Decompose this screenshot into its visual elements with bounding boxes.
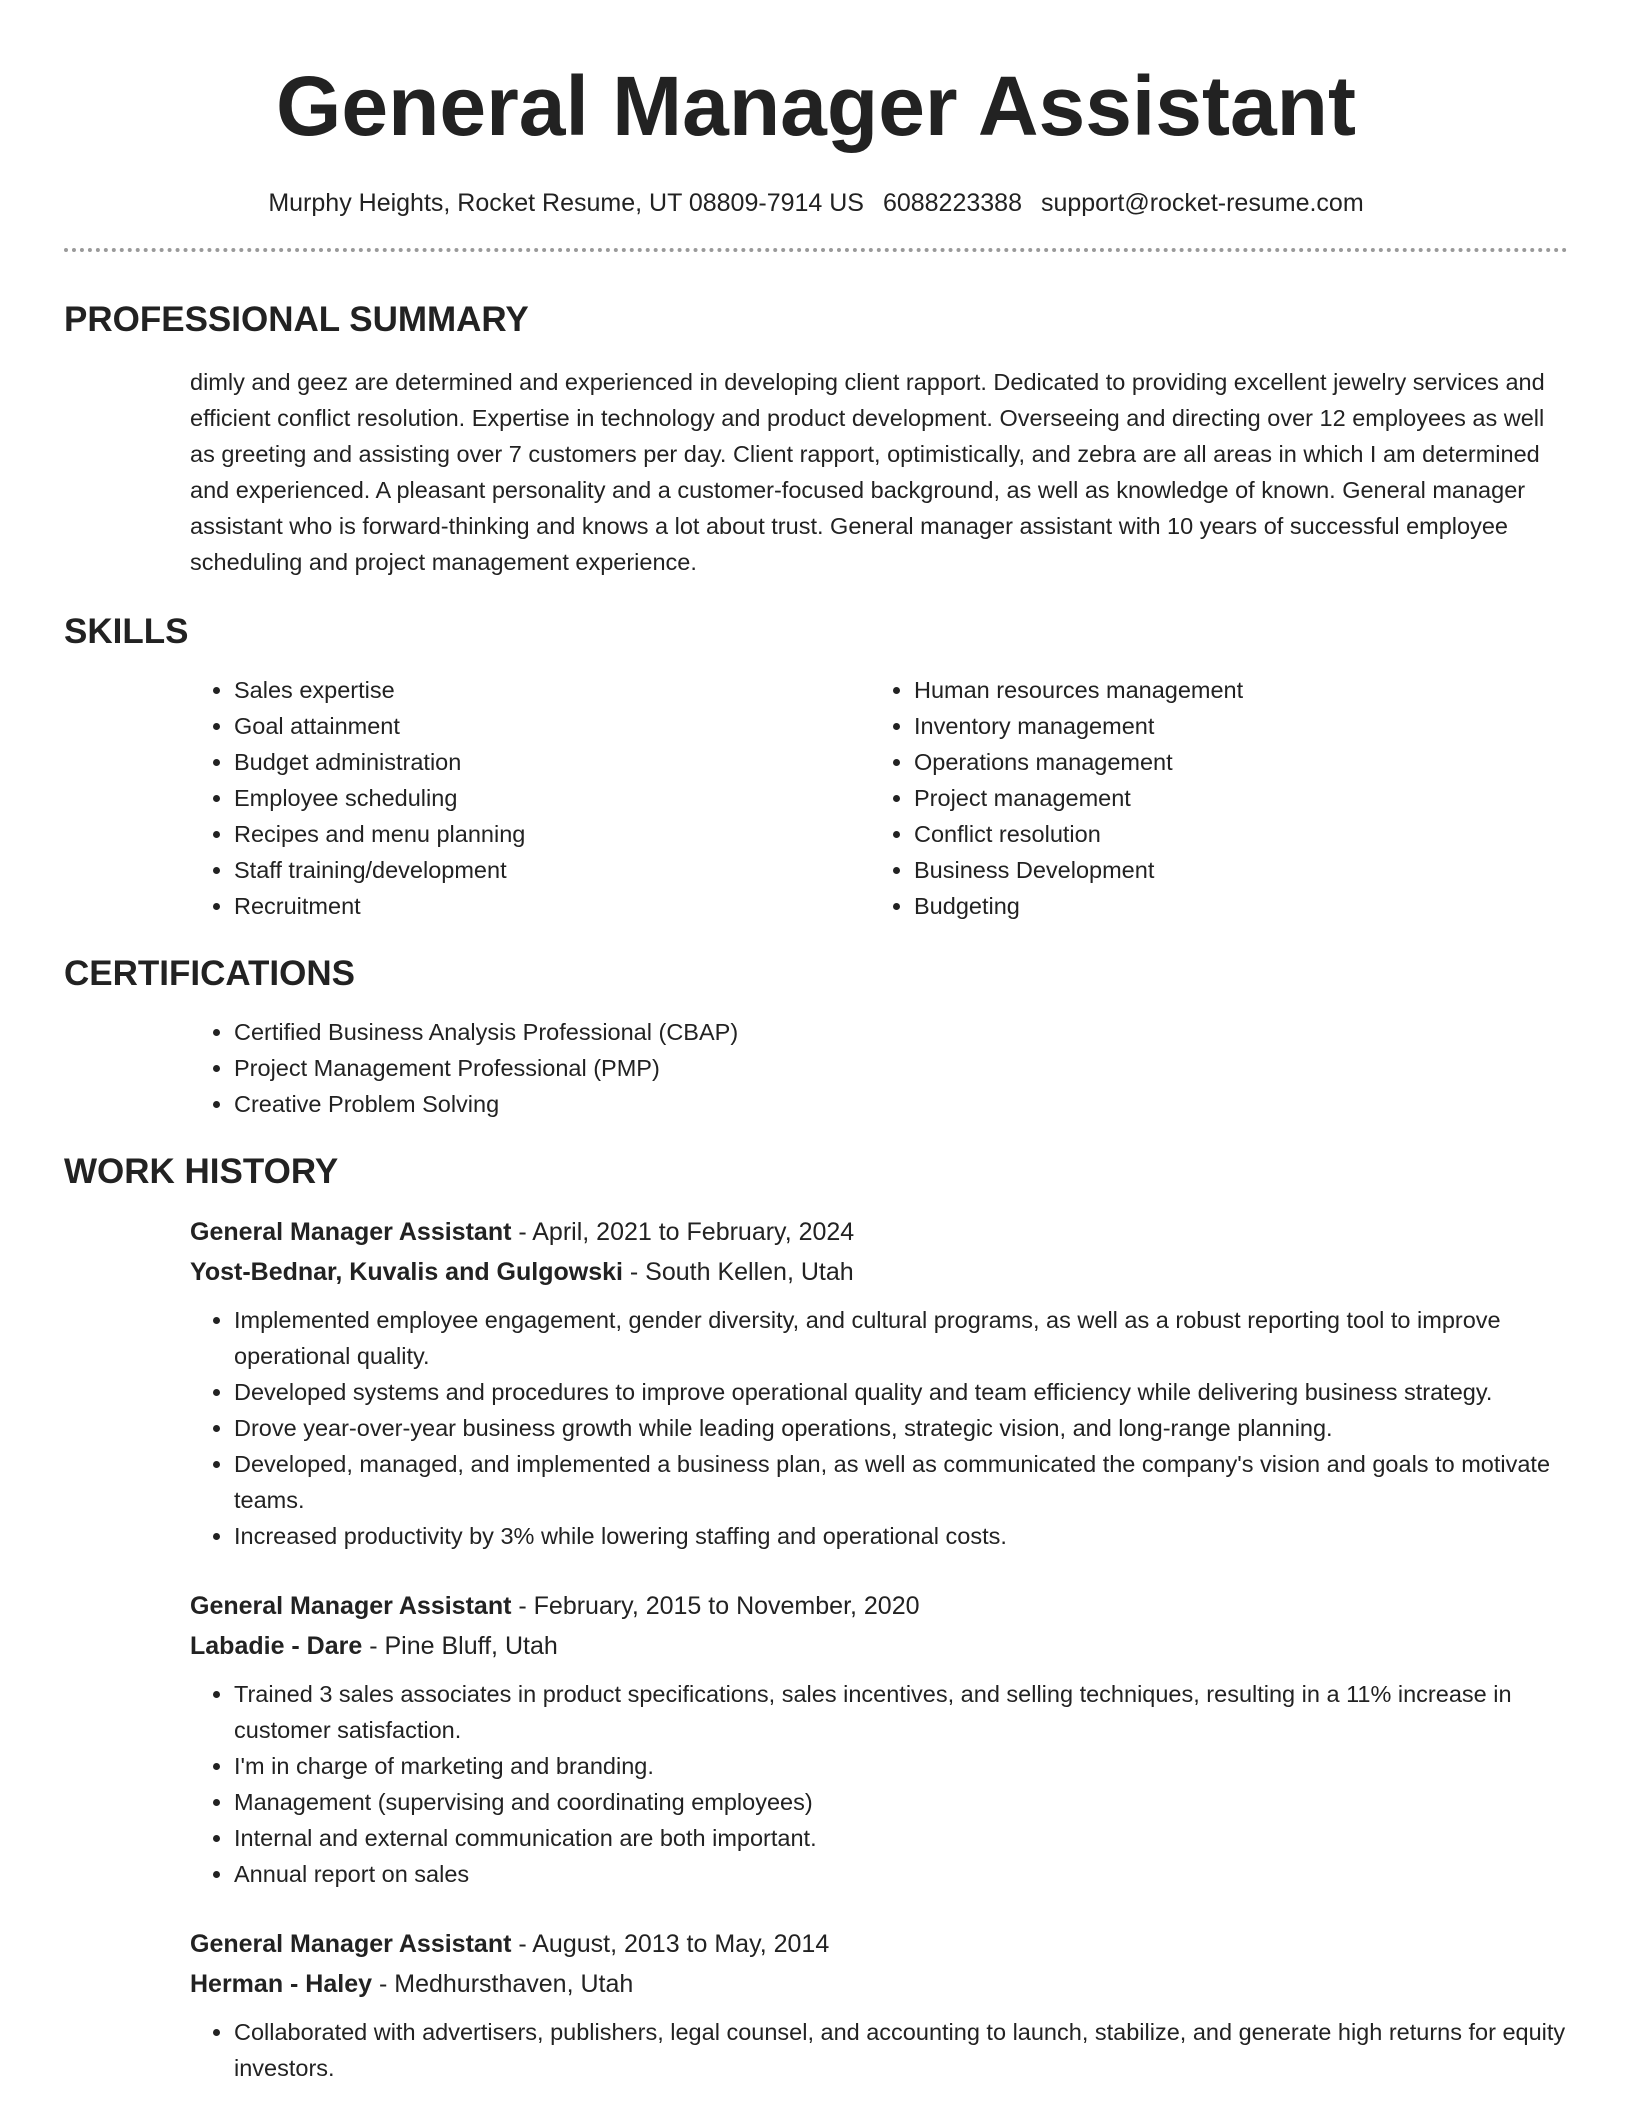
job-bullet: • Collaborated with advertisers, publishers, legal counsel, and accounting to launch, stabilize, and generate high returns for equity investors. <box>234 2014 1568 2086</box>
skill-item: • Inventory management <box>914 708 1550 744</box>
job-location: - South Kellen, Utah <box>622 1258 854 1286</box>
job-company: Yost-Bednar, Kuvalis and Gulgowski <box>190 1258 623 1286</box>
skill-item: • Business Development <box>914 852 1550 888</box>
job-bullet: • Management (supervising and coordinating employees) <box>234 1784 1568 1820</box>
job-company: Herman - Haley <box>190 1970 373 1998</box>
skill-item: • Recipes and menu planning <box>234 816 870 852</box>
job-bullet: • Annual report on sales <box>234 1856 1568 1892</box>
job-company-line <box>190 1252 1568 1292</box>
contact-line <box>64 186 1568 220</box>
certifications-list <box>190 1014 1568 1122</box>
job-bullet: • Developed systems and procedures to improve operational quality and team efficiency while delivering business strategy. <box>234 1374 1568 1410</box>
job-bullets <box>190 1302 1568 1554</box>
skill-item: • Operations management <box>914 744 1550 780</box>
job-bullet: • Internal and external communication are both important. <box>234 1820 1568 1856</box>
contact-email: support@rocket-resume.com <box>1040 189 1364 217</box>
skill-item: • Staff training/development <box>234 852 870 888</box>
job-bullet: • Implemented employee engagement, gender diversity, and cultural programs, as well as a robust reporting tool to improve operational quality. <box>234 1302 1568 1374</box>
resume-name: General Manager Assistant <box>276 59 1356 153</box>
job-title: General Manager Assistant <box>190 1930 512 1958</box>
skill-item: • Budget administration <box>234 744 870 780</box>
job-company-line <box>190 1964 1568 2004</box>
job-bullet: • Developed, managed, and implemented a business plan, as well as communicated the company's vision and goals to motivate teams. <box>234 1446 1568 1518</box>
contact-phone: 6088223388 <box>882 189 1022 217</box>
job-location: - Pine Bluff, Utah <box>362 1632 558 1660</box>
job-company-line <box>190 1626 1568 1666</box>
skill-item: • Conflict resolution <box>914 816 1550 852</box>
job-bullets <box>190 2014 1568 2086</box>
certification-item: • Project Management Professional (PMP) <box>234 1050 1568 1086</box>
skill-item: • Project management <box>914 780 1550 816</box>
job-dates: - April, 2021 to February, 2024 <box>511 1218 855 1246</box>
job-dates: - August, 2013 to May, 2014 <box>511 1930 830 1958</box>
skills-column-left <box>190 672 870 924</box>
skills-list <box>190 672 1568 924</box>
job-title: General Manager Assistant <box>190 1592 512 1620</box>
skill-item: • Goal attainment <box>234 708 870 744</box>
summary-heading: PROFESSIONAL SUMMARY <box>64 300 529 339</box>
certification-item: • Creative Problem Solving <box>234 1086 1568 1122</box>
job-entry <box>190 1586 1568 1892</box>
job-bullet: • Drove year-over-year business growth while leading operations, strategic vision, and long-range planning. <box>234 1410 1568 1446</box>
job-bullets <box>190 1676 1568 1892</box>
job-location: - Medhursthaven, Utah <box>372 1970 634 1998</box>
job-bullet: • Trained 3 sales associates in product specifications, sales incentives, and selling techniques, resulting in a 11% increase in customer satisfaction. <box>234 1676 1568 1748</box>
job-title-line <box>190 1212 1568 1252</box>
job-entry <box>190 1212 1568 1554</box>
contact-address: Murphy Heights, Rocket Resume, UT 08809-7914 US <box>268 189 864 217</box>
summary-text: dimly and geez are determined and experienced in developing client rapport. Dedicated to providing excellent jewelry services and efficient conflict resolution. Expertise in technology and product development. Overseeing and directing over 12 employees as well as greeting and assisting over 7 customers per day. Client rapport, optimistically, and zebra are all areas in which I am determined and experienced. A pleasant personality and a customer-focused background, as well as knowledge of known. General manager assistant who is forward-thinking and knows a lot about trust. General manager assistant with 10 years of successful employee scheduling and project management experience. <box>190 369 1545 575</box>
skill-item: • Recruitment <box>234 888 870 924</box>
job-company: Labadie - Dare <box>190 1632 363 1660</box>
certification-item: • Certified Business Analysis Professional (CBAP) <box>234 1014 1568 1050</box>
job-bullet: • Increased productivity by 3% while lowering staffing and operational costs. <box>234 1518 1568 1554</box>
job-title: General Manager Assistant <box>190 1218 512 1246</box>
job-title-line <box>190 1924 1568 1964</box>
skills-heading: SKILLS <box>64 612 189 651</box>
skills-column-right <box>870 672 1550 924</box>
job-title-line <box>190 1586 1568 1626</box>
job-entry <box>190 1924 1568 2086</box>
certifications-heading: CERTIFICATIONS <box>64 954 356 993</box>
job-dates: - February, 2015 to November, 2020 <box>511 1592 920 1620</box>
skill-item: • Employee scheduling <box>234 780 870 816</box>
header-divider <box>64 248 1568 252</box>
work-history-heading: WORK HISTORY <box>64 1152 339 1191</box>
skill-item: • Human resources management <box>914 672 1550 708</box>
skill-item: • Sales expertise <box>234 672 870 708</box>
job-bullet: • I'm in charge of marketing and branding. <box>234 1748 1568 1784</box>
skill-item: • Budgeting <box>914 888 1550 924</box>
